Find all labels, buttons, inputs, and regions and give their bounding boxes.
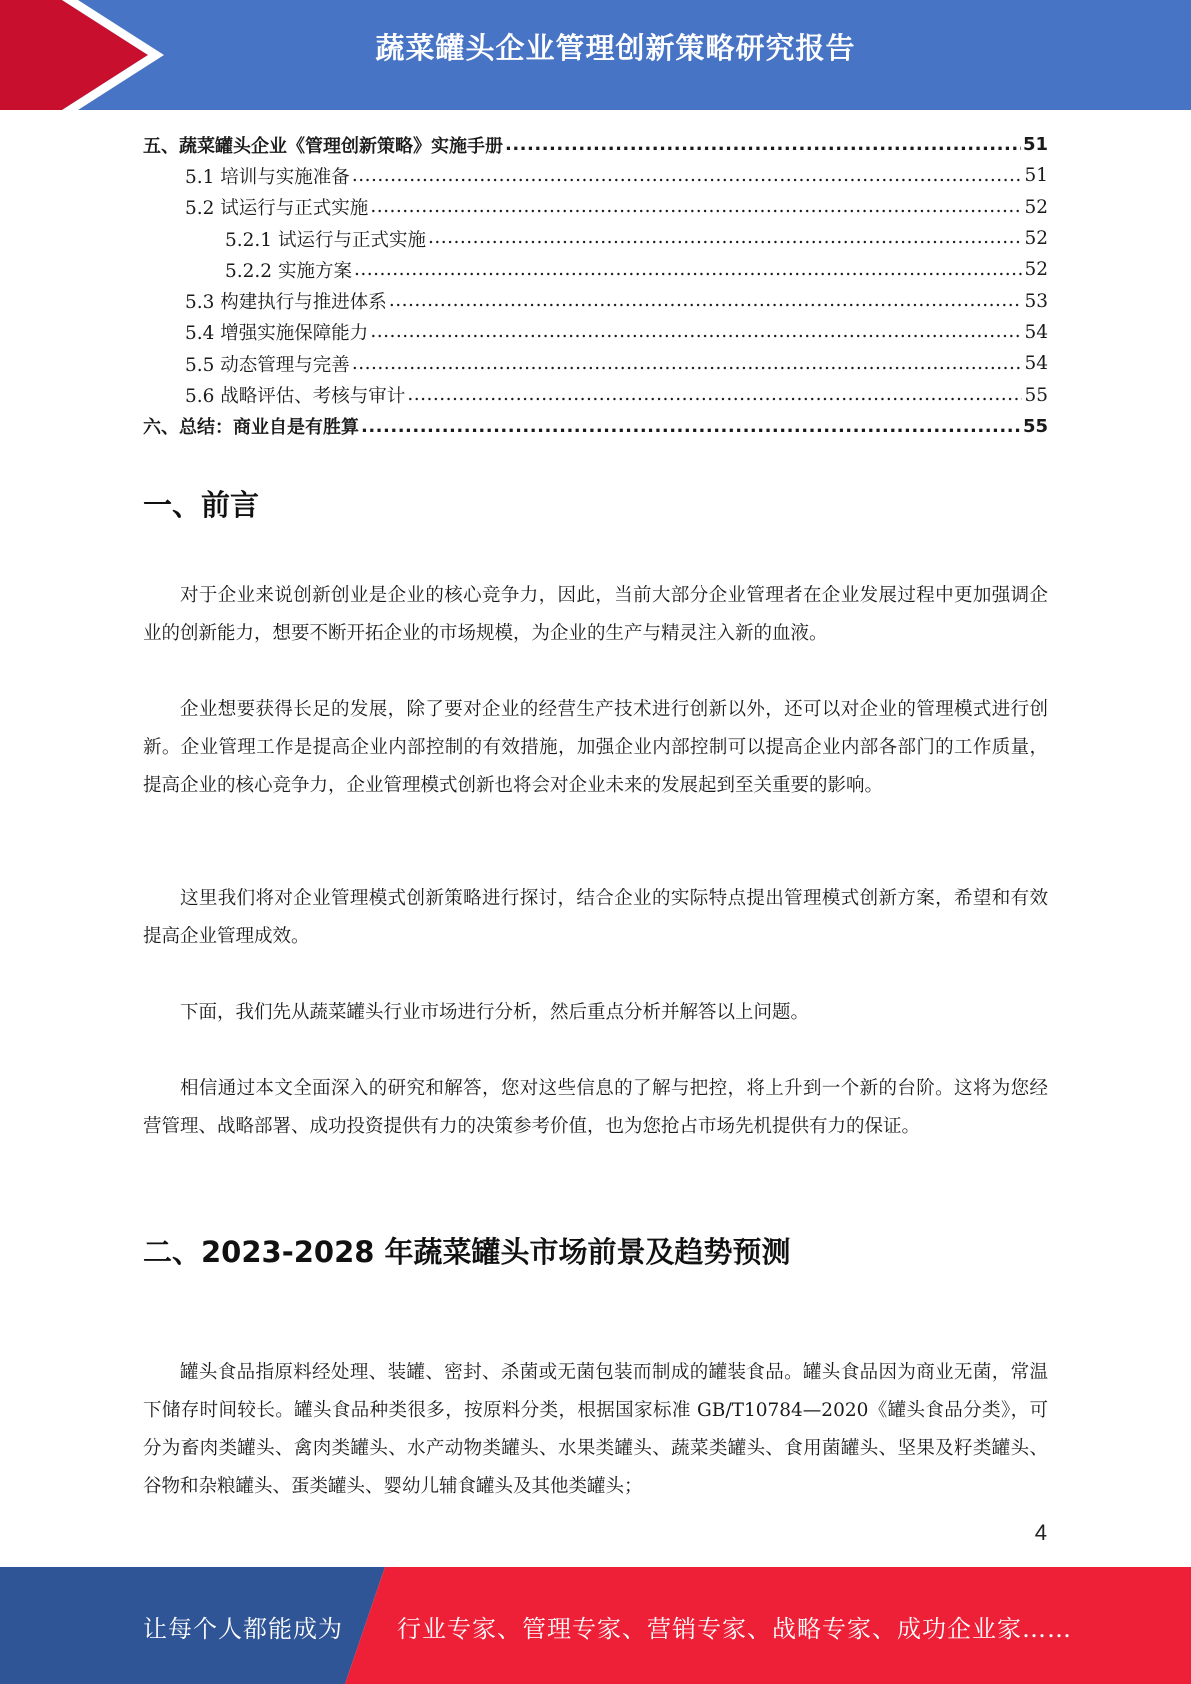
toc-entry-page: 51	[1022, 134, 1048, 156]
paragraph: 对于企业来说创新创业是企业的核心竞争力，因此，当前大部分企业管理者在企业发展过程中更加强调企业的创新能力，想要不断开拓企业的市场规模，为企业的生产与精灵注入新的血液。	[143, 585, 1048, 644]
page-number: 4	[1034, 1520, 1047, 1545]
toc-entry[interactable]	[143, 192, 1048, 223]
paragraph: 企业想要获得长足的发展，除了要对企业的经营生产技术进行创新以外，还可以对企业的管理模式进行创新。企业管理工作是提高企业内部控制的有效措施，加强企业内部控制可以提高企业内部各部门的工作质量，提高企业的核心竞争力，企业管理模式创新也将会对企业未来的发展起到至关重要的影响。	[143, 699, 1048, 796]
toc-dot-leader	[505, 134, 1021, 156]
toc-dot-leader	[370, 321, 1022, 343]
toc-entry-page: 55	[1024, 384, 1048, 406]
toc-dot-leader	[389, 290, 1023, 312]
toc-entry[interactable]	[143, 160, 1048, 191]
paragraph: 罐头食品指原料经处理、装罐、密封、杀菌或无菌包装而制成的罐装食品。罐头食品因为商业无菌，常温下储存时间较长。罐头食品种类很多，按原料分类，根据国家标准 GB/T10784—2020《罐头食品分类》，可分为畜肉类罐头、禽肉类罐头、水产动物类罐头、水果类罐头、蔬菜类罐头、食用菌罐头、坚果及籽类罐头、谷物和杂粮罐头、蛋类罐头、婴幼儿辅食罐头及其他类罐头；	[143, 1362, 1048, 1497]
toc-entry[interactable]	[143, 317, 1048, 348]
toc-entry-label: 5.1 培训与实施准备	[185, 163, 352, 189]
toc-entry-page: 53	[1024, 290, 1048, 312]
toc-entry[interactable]	[143, 379, 1048, 410]
toc-entry-page: 55	[1022, 415, 1048, 437]
section-heading-market-forecast: 二、2023-2028 年蔬菜罐头市场前景及趋势预测	[143, 1235, 791, 1269]
page-footer-banner	[0, 1567, 1191, 1684]
toc-entry-label: 5.5 动态管理与完善	[185, 351, 352, 377]
header-title: 蔬菜罐头企业管理创新策略研究报告	[375, 31, 856, 65]
toc-entry-page: 52	[1024, 228, 1048, 250]
toc-entry-label: 五、蔬菜罐头企业《管理创新策略》实施手册	[143, 132, 505, 158]
toc-entry-label: 5.2 试运行与正式实施	[185, 194, 370, 220]
toc-entry[interactable]	[143, 348, 1048, 379]
section-heading-preface: 一、前言	[143, 488, 260, 522]
toc-entry-label: 5.2.1 试运行与正式实施	[225, 226, 428, 252]
toc-entry[interactable]	[143, 223, 1048, 254]
toc-dot-leader	[354, 259, 1023, 281]
toc-entry[interactable]	[143, 411, 1048, 442]
toc-entry-label: 5.4 增强实施保障能力	[185, 319, 370, 345]
toc-dot-leader	[361, 416, 1021, 438]
footer-slogan-right: 行业专家、管理专家、营销专家、战略专家、成功企业家……	[397, 1615, 1072, 1643]
paragraph: 下面，我们先从蔬菜罐头行业市场进行分析，然后重点分析并解答以上问题。	[180, 1002, 810, 1023]
toc-entry[interactable]	[143, 254, 1048, 285]
footer-slogan-left: 让每个人都能成为	[143, 1615, 343, 1643]
toc-dot-leader	[428, 227, 1022, 249]
toc-entry-page: 52	[1024, 196, 1048, 218]
toc-entry-label: 5.3 构建执行与推进体系	[185, 288, 389, 314]
toc-entry-page: 52	[1024, 259, 1048, 281]
toc-dot-leader	[352, 353, 1023, 375]
toc-dot-leader	[352, 165, 1023, 187]
toc-dot-leader	[407, 384, 1022, 406]
toc-entry[interactable]	[143, 129, 1048, 160]
toc-entry-page: 54	[1024, 321, 1048, 343]
toc-entry-page: 54	[1024, 353, 1048, 375]
toc-entry-label: 5.6 战略评估、考核与审计	[185, 382, 407, 408]
page-header-banner	[0, 0, 1191, 110]
toc-entry[interactable]	[143, 285, 1048, 316]
table-of-contents	[143, 129, 1048, 442]
toc-entry-page: 51	[1024, 165, 1048, 187]
toc-entry-label: 六、总结：商业自是有胜算	[143, 413, 361, 439]
paragraph: 相信通过本文全面深入的研究和解答，您对这些信息的了解与把控，将上升到一个新的台阶。这将为您经营管理、战略部署、成功投资提供有力的决策参考价值，也为您抢占市场先机提供有力的保证。	[143, 1078, 1048, 1137]
toc-dot-leader	[370, 196, 1022, 218]
toc-entry-label: 5.2.2 实施方案	[225, 257, 354, 283]
paragraph: 这里我们将对企业管理模式创新策略进行探讨，结合企业的实际特点提出管理模式创新方案，希望和有效提高企业管理成效。	[143, 888, 1048, 947]
